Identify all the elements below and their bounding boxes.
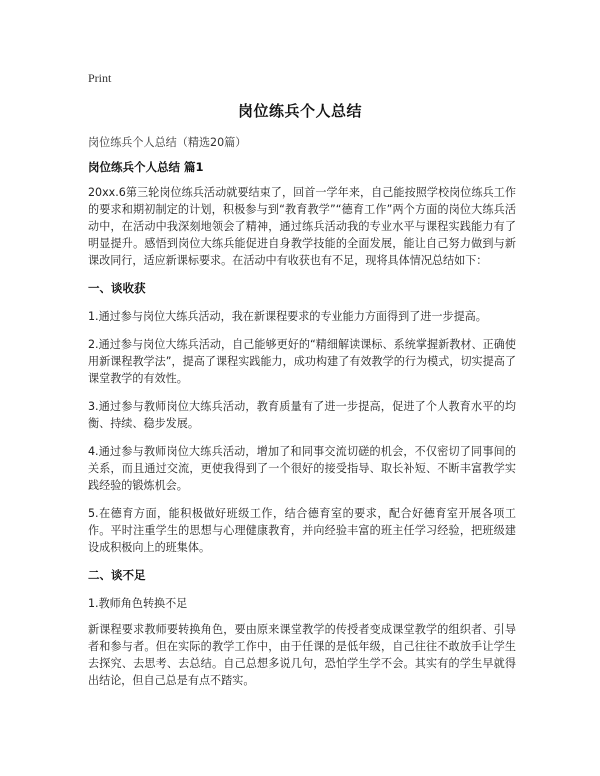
- section-heading-shortcomings: 二、谈不足: [88, 568, 146, 582]
- gains-item-2: 2.通过参与岗位大练兵活动，自己能够更好的“精细解读课标、系统掌握新教材、正确使用新课程教学法”，提高了课程实践能力，成功构建了有效教学的行为模式，切实提高了课堂教学的有效性。: [88, 338, 516, 385]
- gains-item-5: 5.在德育方面，能积极做好班级工作，结合德育室的要求，配合好德育室开展各项工作。平时注重学生的思想与心理健康教育，并向经验丰富的班主任学习经验，把班级建设成积极向上的班集体。: [88, 507, 516, 554]
- section-heading-gains: 一、谈收获: [88, 281, 146, 295]
- gains-item-4: 4.通过参与教师岗位大练兵活动，增加了和同事交流切磋的机会，不仅密切了同事间的关系，而且通过交流，更使我得到了一个很好的接受指导、取长补短、不断丰富教学实践经验的锻炼机会。: [88, 445, 516, 492]
- shortcomings-paragraph: 新课程要求教师要转换角色，要由原来课堂教学的传授者变成课堂教学的组织者、引导者和参与者。但在实际的教学工作中，由于任课的是低年级，自己往往不敢放手让学生去探究、去思考、去总结。自己总想多说几句，恐怕学生学不会。其实有的学生早就得出结论，但自己总是有点不踏实。: [88, 623, 516, 687]
- intro-paragraph: 20xx.6第三轮岗位练兵活动就要结束了，回首一学年来，自己能按照学校岗位练兵工作的要求和期初制定的计划，积极参与到“教育教学”“德育工作”两个方面的岗位大练兵活动中，在活动中我深刻地领会了精神，通过练兵活动我的专业水平与课程实践能力有了明显提升。感悟到岗位大练兵能促进自身教学技能的全面发展，能让自己努力做到与新课改同行，适应新课标要求。在活动中有收获也有不足，现将具体情况总结如下：: [88, 186, 516, 267]
- document-title: 岗位练兵个人总结: [237, 102, 362, 120]
- document-subtitle: 岗位练兵个人总结（精选20篇）: [88, 136, 247, 149]
- gains-item-3: 3.通过参与教师岗位大练兵活动，教育质量有了进一步提高，促进了个人教育水平的均衡、持续、稳步发展。: [88, 400, 516, 430]
- document-content: [88, 134, 516, 700]
- print-link[interactable]: Print: [88, 71, 112, 85]
- article-heading: 岗位练兵个人总结 篇1: [88, 160, 204, 174]
- gains-item-1: 1.通过参与岗位大练兵活动，我在新课程要求的专业能力方面得到了进一步提高。: [88, 310, 487, 323]
- shortcomings-subheading: 1.教师角色转换不足: [88, 597, 188, 610]
